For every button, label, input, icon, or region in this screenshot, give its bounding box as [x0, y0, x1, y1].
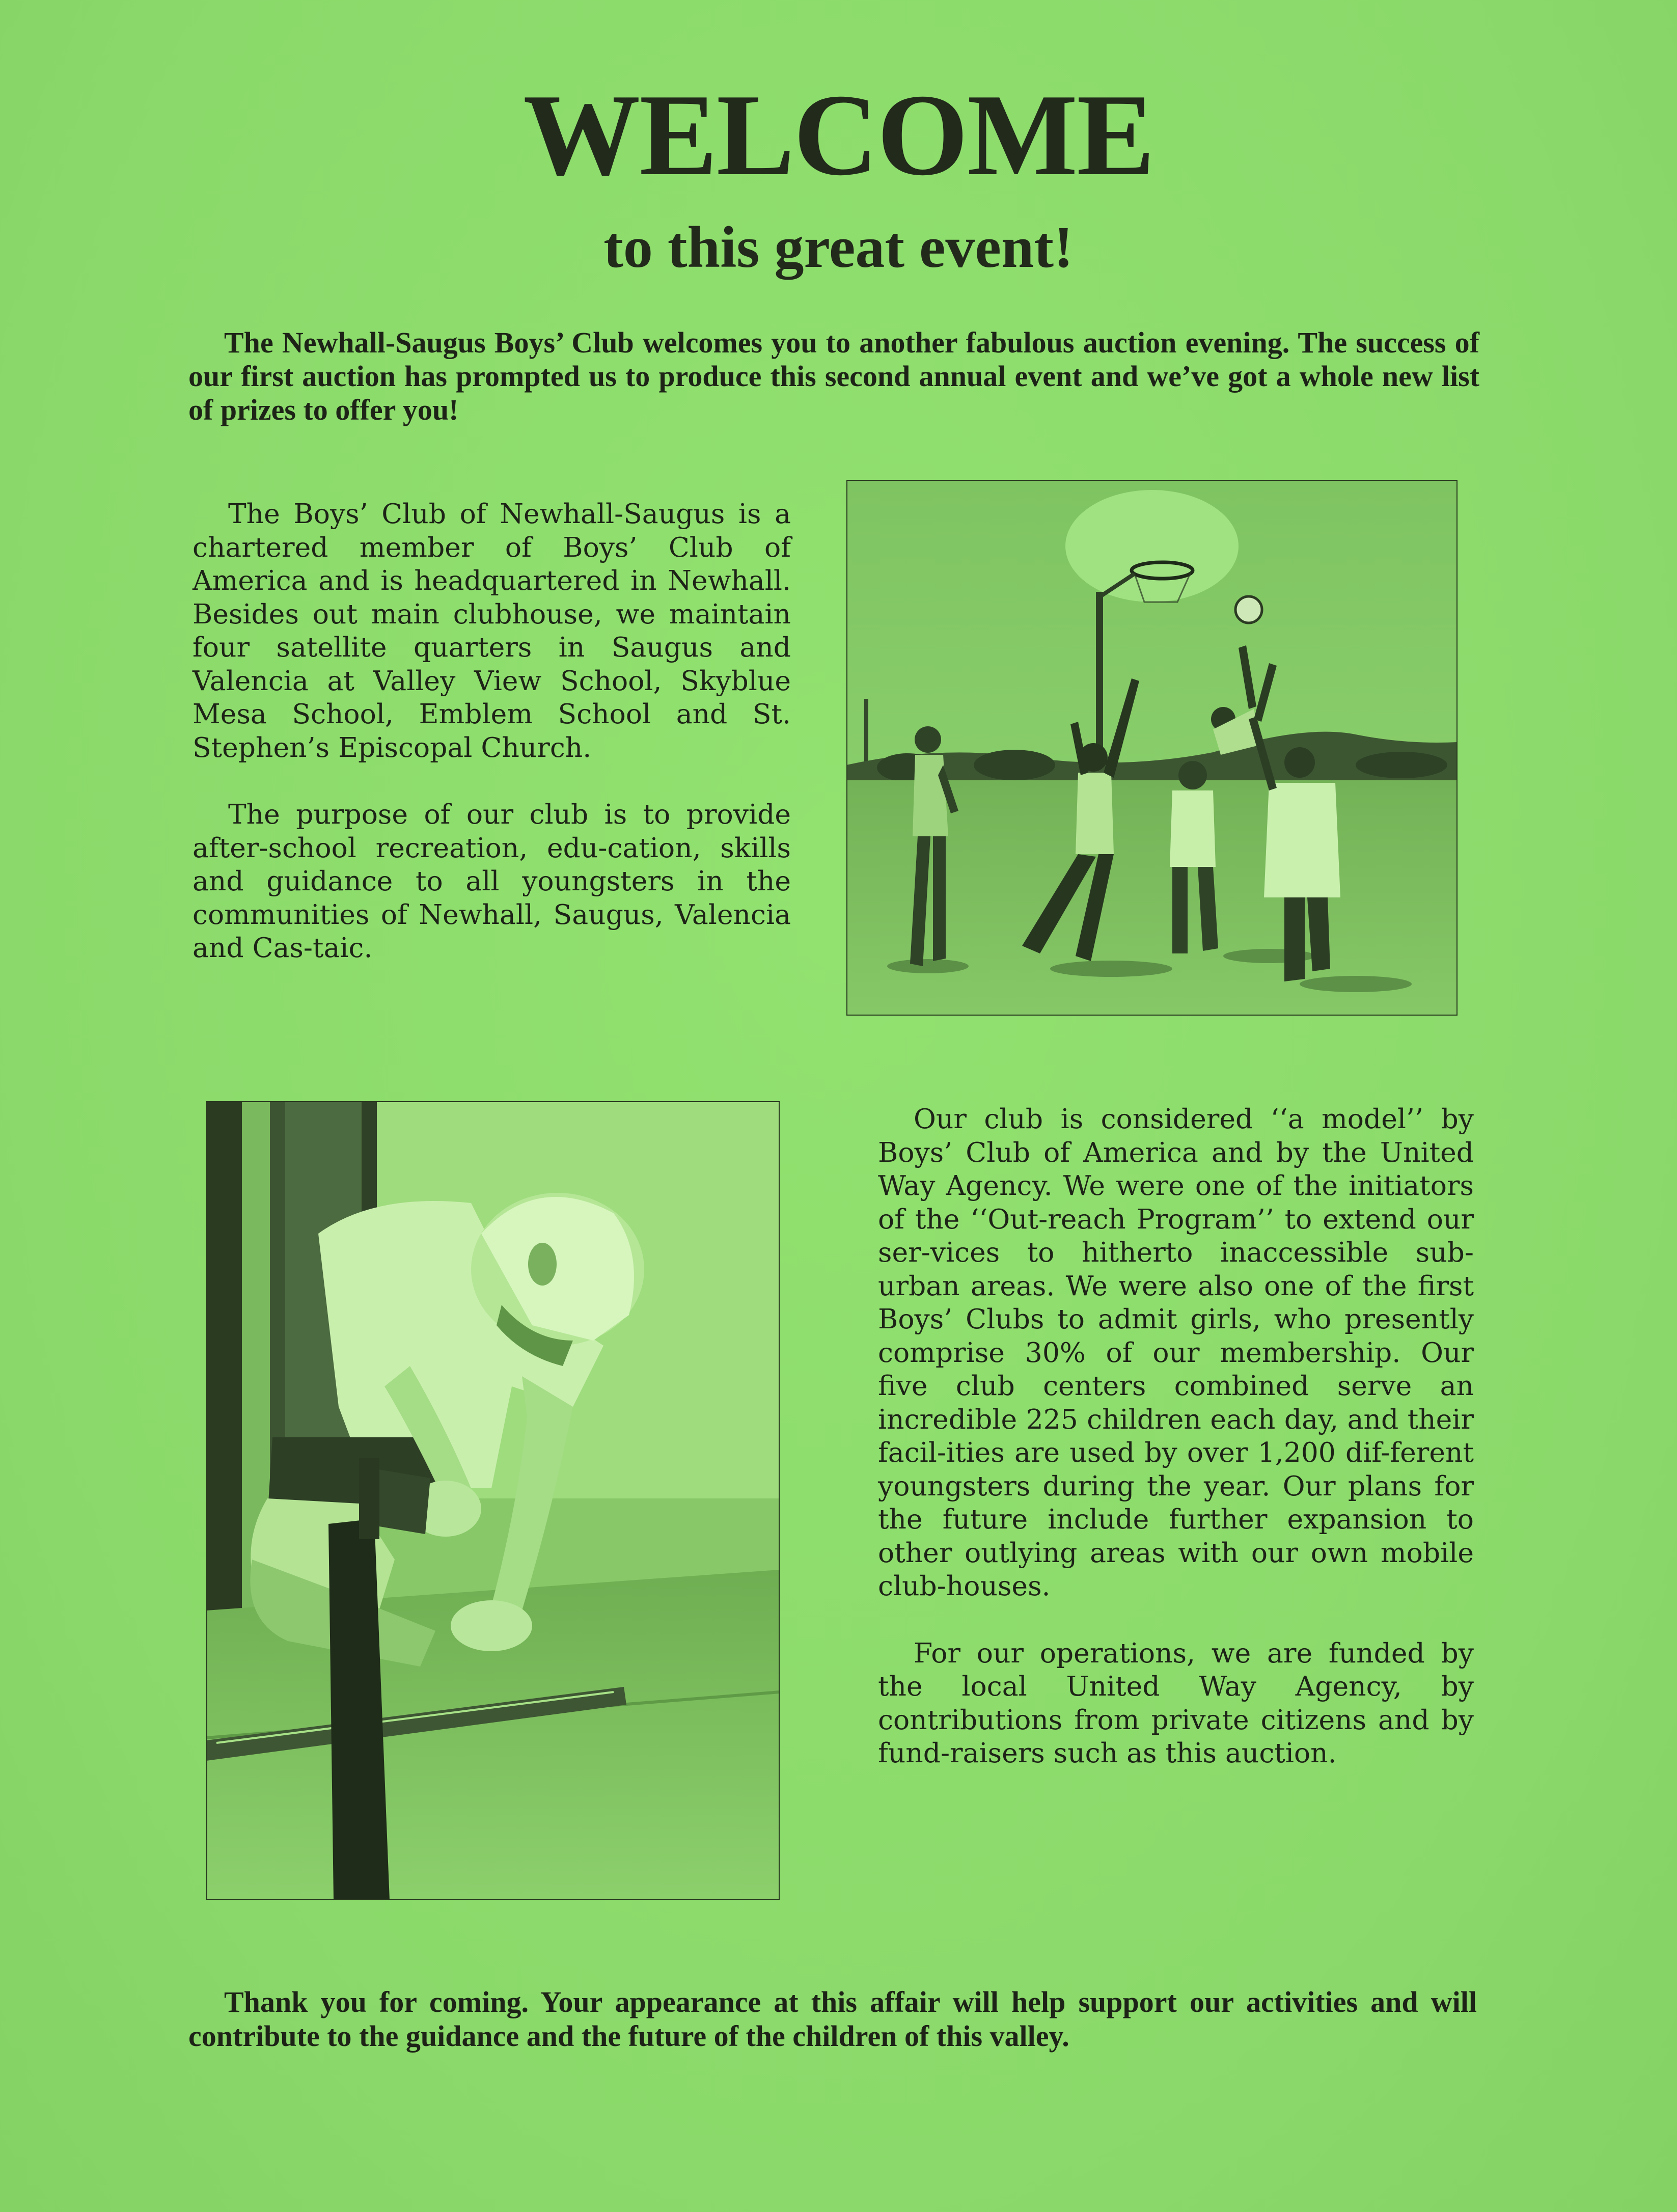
club-purpose-paragraph: The purpose of our club is to provide after-school recreation, edu-cation, skills and guidance to all youngsters in the communities of Newhall, Saugus, Valencia and Cas-taic. — [193, 798, 791, 964]
model-club-paragraph: Our club is considered ‘‘a model’’ by Boys’ Club of America and by the United Way Agency. We were one of the initiators of the ‘‘Out-reach Program’’ to extend our ser-vices to hitherto inaccessible sub-urban areas. We were also one of the first Boys’ Clubs to admit girls, who presently comprise 30% of our membership. Our five club centers combined serve an incredible 225 children each day, and their facil-ities are used by over 1,200 dif-ferent youngsters during the year. Our plans for the future include further expansion to other outlying areas with our own mobile club-houses. — [878, 1103, 1474, 1602]
page-title: WELCOME — [523, 70, 1154, 200]
page-subtitle: to this great event! — [603, 215, 1074, 280]
intro-paragraph: The Newhall-Saugus Boys’ Club welcomes you to another fabulous auction evening. The success of our first auction has prompted us to produce this second annual event and we’ve got a whole new list of prizes to offer you! — [188, 326, 1479, 426]
right-column-text — [878, 1102, 1474, 1804]
left-column-text — [193, 497, 791, 998]
funding-paragraph: For our operations, we are funded by the local United Way Agency, by contributions from private citizens and by fund-raisers such as this auction. — [878, 1636, 1474, 1769]
club-description-paragraph: The Boys’ Club of Newhall-Saugus is a chartered member of Boys’ Club of America and is headquartered in Newhall. Besides out main clubhouse, we maintain four satellite quarters in Saugus and Valencia at Valley View School, Skyblue Mesa School, Emblem School and St. Stephen’s Episcopal Church. — [193, 498, 791, 763]
closing-paragraph: Thank you for coming. Your appearance at this affair will help support our activities and will contribute to the guidance and the future of the children of this valley. — [188, 1985, 1477, 2053]
basketball-photo — [846, 480, 1458, 1016]
carpentry-photo — [206, 1101, 780, 1900]
